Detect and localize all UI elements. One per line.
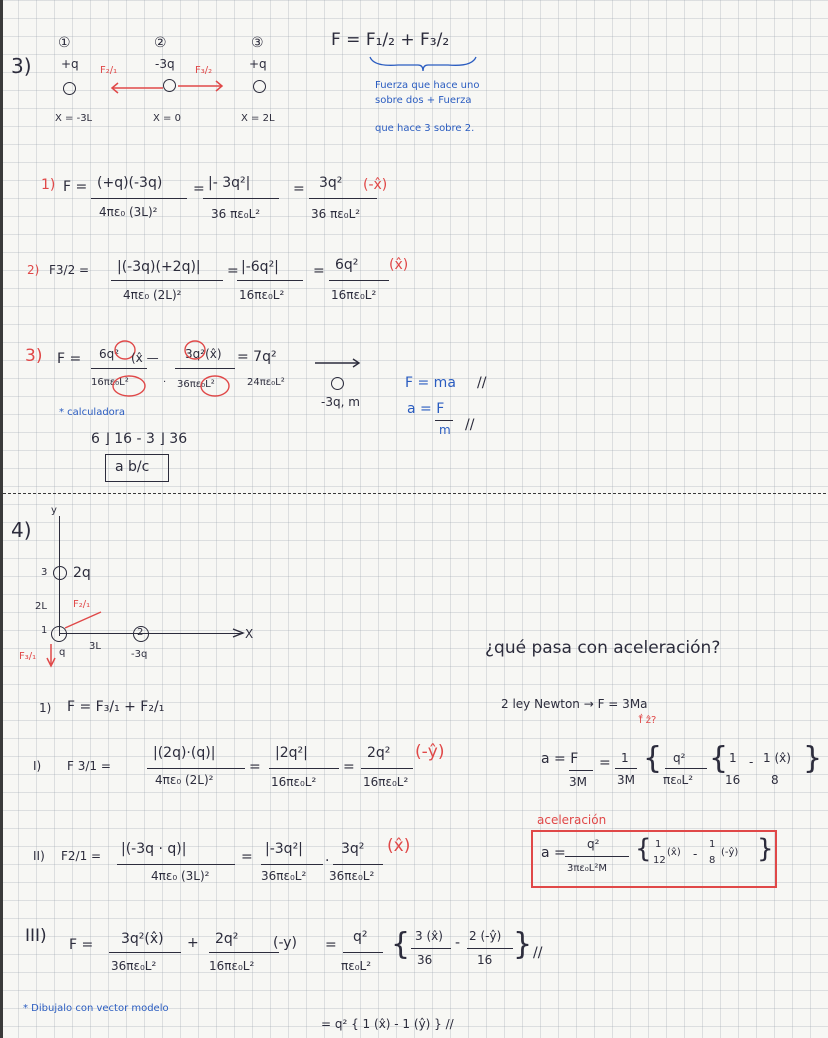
part-2-den-2: 36πε₀L² [261, 869, 307, 883]
part-2-num-2: |-3q²| [265, 841, 303, 857]
accel-equals: = [599, 755, 611, 771]
fraction-bar [91, 198, 187, 199]
accel-den: m [439, 423, 451, 437]
step-1-den-1: 4πε₀ (3L)² [99, 205, 158, 219]
part-1-den-2: 16πε₀L² [271, 775, 317, 789]
charge-3-position: X = 2L [241, 113, 275, 124]
step-3-num-1: 6q² [99, 347, 120, 361]
accel-equation: a = F [407, 401, 445, 417]
force-label-32: F₃/₂ [195, 65, 213, 76]
force-label-21: F₂/₁ [100, 65, 118, 76]
fraction-bar [111, 280, 223, 281]
accel-inner-2: 1 (x̂) [763, 751, 791, 765]
accel-box-lhs: a = [541, 845, 566, 861]
part-2-lhs: F2/1 = [61, 849, 102, 863]
accel-box-t1d: 12 [653, 855, 666, 866]
summary-equation: F = F₁/₂ + F₃/₂ [331, 30, 450, 50]
problem-4-number: 4) [11, 518, 32, 542]
cancel-circles [115, 340, 155, 398]
part-1-den-1: 4πε₀ (2L)² [155, 773, 214, 787]
step-1-num-2: |- 3q²| [208, 175, 251, 191]
part-3-label: III) [25, 926, 47, 946]
fraction-bar [435, 420, 453, 421]
part-3-den-3: πε₀L² [341, 959, 372, 973]
fraction-bar [209, 952, 279, 953]
charge-1-value: +q [61, 57, 79, 71]
fraction-bar [109, 952, 181, 953]
part-2-num-3: 3q² [341, 841, 365, 857]
charge-origin-value: q [59, 647, 66, 658]
fraction-bar [569, 770, 593, 771]
charge-top-circle [53, 566, 67, 580]
accel-den-3: πε₀L² [663, 773, 694, 787]
section-divider [3, 493, 828, 494]
accel-box-open: { [635, 834, 652, 864]
equals-sign: = [249, 759, 261, 775]
note-brace [368, 55, 478, 75]
charge-2-position: X = 0 [153, 113, 181, 124]
newton-fma: F = ma [405, 375, 456, 391]
multiply-dot: · [163, 377, 167, 388]
fraction-bar [147, 768, 245, 769]
fraction-bar [237, 280, 303, 281]
part-2-direction: (x̂) [387, 836, 411, 856]
charge-top-value: 2q [73, 565, 91, 581]
x-axis-arrowhead [231, 627, 245, 641]
accel-box-t2d: 8 [709, 855, 716, 866]
step-3-num-2: 3q²(x̂) [185, 347, 222, 361]
step-2-num-3: 6q² [335, 257, 359, 273]
length-3L: 3L [89, 641, 101, 652]
fraction-bar [615, 768, 637, 769]
part-3-brace-den-1: 36 [417, 953, 433, 967]
fraction-bar [203, 198, 279, 199]
step-1-lhs: F = [63, 179, 88, 195]
step-2-num-2: |-6q²| [241, 259, 279, 275]
charge-3-value: +q [249, 57, 267, 71]
force-label-31-p4: F₃/₁ [19, 651, 37, 662]
charge-3-circle [253, 80, 266, 93]
accel-inner-1d: 16 [725, 773, 741, 787]
charge-2-value: -3q [155, 57, 175, 71]
fraction-bar [333, 864, 383, 865]
part-3-brace-den-2: 16 [477, 953, 493, 967]
accel-den-2: 3M [617, 773, 635, 787]
force-arrow-left [108, 80, 168, 96]
accel-num-2: 1 [621, 751, 629, 765]
step-2-den-3: 16πε₀L² [331, 288, 377, 302]
charge-right-marker: 2 [137, 627, 144, 638]
open-brace: { [391, 927, 411, 962]
sum-label: 1) [39, 701, 52, 715]
sum-equation: F = F₃/₁ + F₂/₁ [67, 699, 165, 715]
newton-second-law: 2 ley Newton → F = 3Ma [501, 697, 648, 711]
force-arrow-right [178, 78, 228, 94]
equals-sign: = [343, 759, 355, 775]
part-1-den-3: 16πε₀L² [363, 775, 409, 789]
part-3-lhs: F = [69, 937, 94, 953]
equals-sign: = [313, 263, 325, 279]
accel-box-t1v: (x̂) [667, 847, 681, 858]
fraction-bar [343, 952, 383, 953]
step-2-lhs: F3/2 = [49, 263, 90, 277]
slashes-1: // [477, 375, 487, 391]
charge-1-marker: ① [58, 35, 71, 51]
accel-inner-2d: 8 [771, 773, 779, 787]
x-axis-label: X [245, 627, 254, 641]
accel-num-3: q² [673, 751, 686, 765]
part-3-num-3: q² [353, 929, 368, 945]
fraction-bar [361, 768, 413, 769]
minus-sign: - [693, 847, 698, 861]
accel-open-brace: { [643, 741, 663, 776]
fraction-bar [329, 280, 389, 281]
note-line-3: que hace 3 sobre 2. [375, 123, 475, 134]
accel-lhs: a = F [541, 751, 579, 767]
charge-circle-step3 [331, 377, 344, 390]
calculator-key: a b/c [115, 459, 150, 475]
problem-3-number: 3) [11, 54, 32, 78]
x-axis [59, 633, 243, 634]
part-3-den-1: 36πε₀L² [111, 959, 157, 973]
accel-box-t1n: 1 [655, 839, 662, 850]
charge-2-marker: ② [154, 35, 167, 51]
fraction-bar [309, 198, 377, 199]
part-1-lhs: F 3/1 = [67, 759, 111, 773]
step-2-den-2: 16πε₀L² [239, 288, 285, 302]
fraction-bar [117, 864, 235, 865]
close-brace: } [513, 927, 533, 962]
part-3-num-1: 3q²(x̂) [121, 931, 164, 947]
accel-inner-1: 1 [729, 751, 737, 765]
fraction-bar [261, 864, 323, 865]
step-1-den-3: 36 πε₀L² [311, 207, 361, 221]
part-1-direction: (-ŷ) [415, 742, 445, 762]
newton-subnote: ḟ̂ ẑ? [639, 715, 657, 726]
footer-equation: = q² { 1 (x̂) - 1 (ŷ) } // [321, 1017, 454, 1031]
calculator-note: * calculadora [59, 407, 126, 418]
charge-top-marker: 3 [41, 567, 48, 578]
note-line-1: Fuerza que hace uno [375, 80, 480, 91]
minus-sign: - [749, 755, 754, 769]
cancel-circles-2 [185, 340, 235, 398]
part-3-brace-num-1: 3 (x̂) [415, 929, 443, 943]
note-line-2: sobre dos + Fuerza [375, 95, 472, 106]
calculator-line: 6 ⌋ 16 - 3 ⌋ 36 [91, 431, 188, 447]
step-1-num-3: 3q² [319, 175, 343, 191]
step-3-den-3: 24πε₀L² [247, 377, 285, 388]
part-3-plus: + [187, 935, 199, 951]
equals-sign: = [293, 181, 305, 197]
step-1-num-1: (+q)(-3q) [97, 175, 163, 191]
force-arrow-step3 [315, 356, 365, 370]
part-3-mid: (-y) [273, 935, 298, 951]
equals-sign: = [193, 181, 205, 197]
fraction-bar [467, 948, 513, 949]
step-1-direction: (-x̂) [363, 177, 388, 193]
part-3-den-2: 16πε₀L² [209, 959, 255, 973]
slashes-2: // [465, 417, 475, 433]
accel-box-close: } [757, 834, 774, 864]
step-2-den-1: 4πε₀ (2L)² [123, 288, 182, 302]
part-2-den-3: 36πε₀L² [329, 869, 375, 883]
accel-close-brace: } [803, 741, 823, 776]
step-2-num-1: |(-3q)(+2q)| [117, 259, 201, 275]
step-1-den-2: 36 πε₀L² [211, 207, 261, 221]
accel-label: aceleración [537, 813, 607, 827]
y-axis-label: y [51, 505, 57, 516]
step-3-mid: (x̂ — [131, 351, 159, 365]
step-3-den-1: 16πε₀L² [91, 377, 129, 388]
charge-3-marker: ③ [251, 35, 264, 51]
part-3-minus: - [455, 935, 461, 951]
equals-sign: = [241, 849, 253, 865]
acceleration-question: ¿qué pasa con aceleración? [485, 638, 721, 658]
charge-origin-marker: 1 [41, 625, 48, 636]
part-2-den-1: 4πε₀ (3L)² [151, 869, 210, 883]
step-3-den-2: 36πε₀L² [177, 379, 215, 390]
charge-right-value: -3q [131, 649, 148, 660]
fraction-bar [269, 768, 339, 769]
accel-box-den: 3πε₀L²M [567, 863, 608, 874]
charge-1-circle [63, 82, 76, 95]
step-3-label: 3) [25, 346, 43, 366]
force-arrow-21 [65, 608, 105, 630]
length-2L: 2L [35, 601, 47, 612]
part-1-num-3: 2q² [367, 745, 391, 761]
fraction-bar [411, 948, 451, 949]
part-1-label: I) [33, 759, 42, 773]
force-arrow-31 [45, 642, 59, 670]
footer-note: * Dibujalo con vector modelo [23, 1003, 169, 1014]
accel-inner-brace: { [709, 741, 729, 776]
charge-1-position: X = -3L [55, 113, 93, 124]
step-3-result: = 7q² [237, 349, 277, 365]
fraction-bar [565, 856, 629, 857]
step-3-lhs: F = [57, 351, 82, 367]
part-1-num-2: |2q²| [275, 745, 308, 761]
accel-den: 3M [569, 775, 587, 789]
accel-box-num: q² [587, 837, 600, 851]
step-2-label: 2) [27, 263, 40, 277]
equals-sign: = [227, 263, 239, 279]
step-2-direction: (x̂) [389, 257, 409, 273]
part-3-num-2: 2q² [215, 931, 239, 947]
step-3-charge: -3q, m [321, 395, 360, 409]
part-1-num-1: |(2q)·(q)| [153, 745, 216, 761]
force-label-21-p4: F₂/₁ [73, 599, 91, 610]
part-3-brace-num-2: 2 (-ŷ) [469, 929, 502, 943]
fraction-bar [665, 768, 707, 769]
part-3-equals: = [325, 937, 337, 953]
accel-box-t2v: (-ŷ) [721, 847, 739, 858]
accel-box-t2n: 1 [709, 839, 716, 850]
part-3-end: // [533, 945, 543, 961]
part-2-num-1: |(-3q · q)| [121, 841, 187, 857]
equals-sign: . [325, 849, 330, 865]
step-1-label: 1) [41, 177, 56, 193]
part-2-label: II) [33, 849, 45, 863]
